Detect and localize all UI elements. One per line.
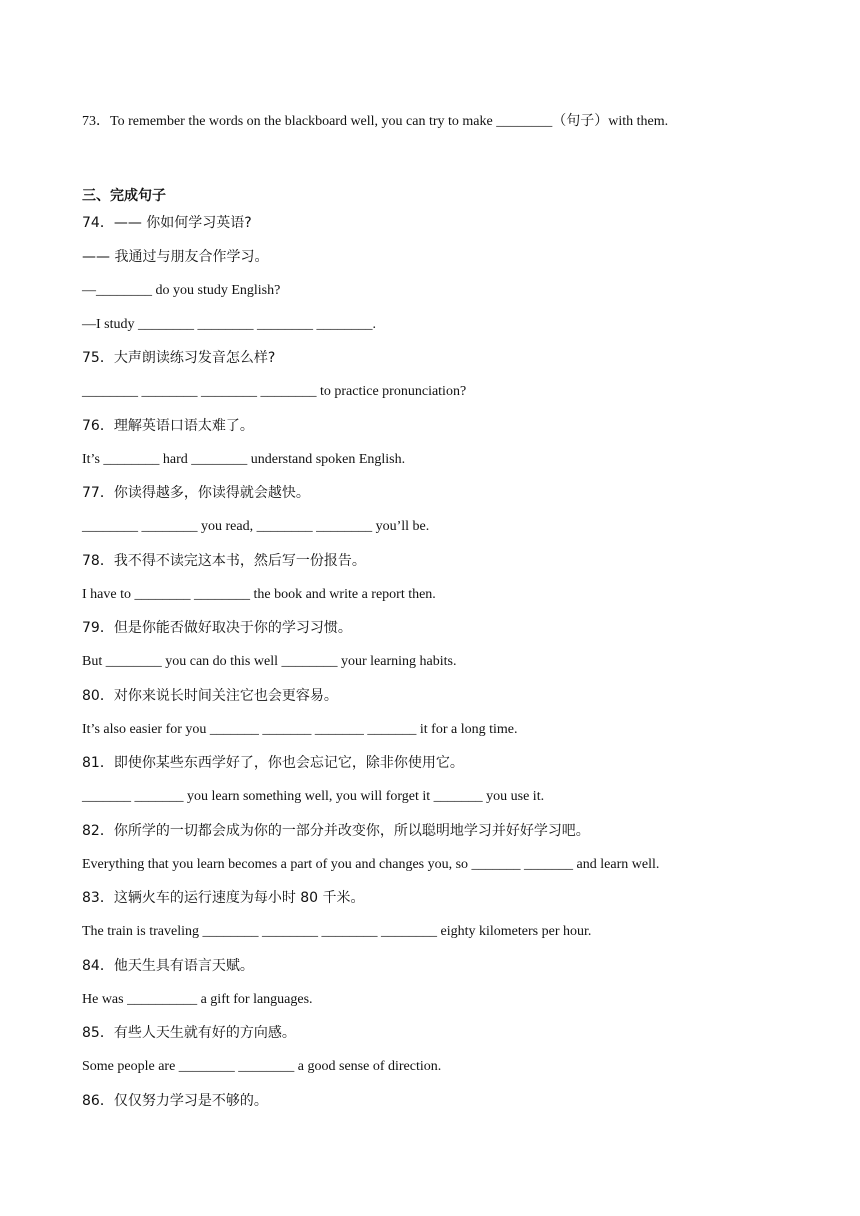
question-85-answer: Some people are ________ ________ a good sense of direction. [82,1059,442,1074]
question-77-answer: ________ ________ you read, ________ ________ you’ll be. [82,519,430,534]
question-77-prompt: 77．你读得越多，你读得就会越快。 [82,485,310,501]
question-74-answer-zh: —— 我通过与朋友合作学习。 [82,249,269,265]
question-78-answer: I have to ________ ________ the book and write a report then. [82,587,436,602]
question-85-prompt: 85．有些人天生就有好的方向感。 [82,1025,296,1041]
question-73: 73．To remember the words on the blackboard well, you can try to make ________（句子）with them. [82,114,669,129]
question-79-prompt: 79．但是你能否做好取决于你的学习习惯。 [82,620,352,636]
question-86-prompt: 86．仅仅努力学习是不够的。 [82,1093,268,1109]
question-76-answer: It’s ________ hard ________ understand spoken English. [82,452,406,467]
question-83-answer: The train is traveling ________ ________ ________ ________ eighty kilometers per hour. [82,924,592,939]
question-81-answer: _______ _______ you learn something well, you will forget it _______ you use it. [82,789,545,804]
question-75-prompt: 75．大声朗读练习发音怎么样? [82,350,276,366]
question-82-answer: Everything that you learn becomes a part of you and changes you, so _______ _______ and learn well. [82,857,660,872]
question-84-prompt: 84．他天生具有语言天赋。 [82,958,254,974]
question-74-line-2: —I study ________ ________ ________ ________. [82,317,376,332]
question-81-prompt: 81．即使你某些东西学好了，你也会忘记它，除非你使用它。 [82,755,464,771]
question-84-answer: He was __________ a gift for languages. [82,992,313,1007]
question-74-line-1: —________ do you study English? [82,283,281,298]
question-80-prompt: 80．对你来说长时间关注它也会更容易。 [82,688,338,704]
question-78-prompt: 78．我不得不读完这本书，然后写一份报告。 [82,553,366,569]
section-title: 三、完成句子 [82,188,166,204]
question-82-prompt: 82．你所学的一切都会成为你的一部分并改变你，所以聪明地学习并好好学习吧。 [82,823,590,839]
question-80-answer: It’s also easier for you _______ _______ _______ _______ it for a long time. [82,722,518,737]
question-75-answer: ________ ________ ________ ________ to practice pronunciation? [82,384,467,399]
question-74-prompt: 74．—— 你如何学习英语? [82,215,252,231]
question-83-prompt: 83．这辆火车的运行速度为每小时 80 千米。 [82,890,365,906]
question-76-prompt: 76．理解英语口语太难了。 [82,418,254,434]
question-79-answer: But ________ you can do this well ________ your learning habits. [82,654,457,669]
